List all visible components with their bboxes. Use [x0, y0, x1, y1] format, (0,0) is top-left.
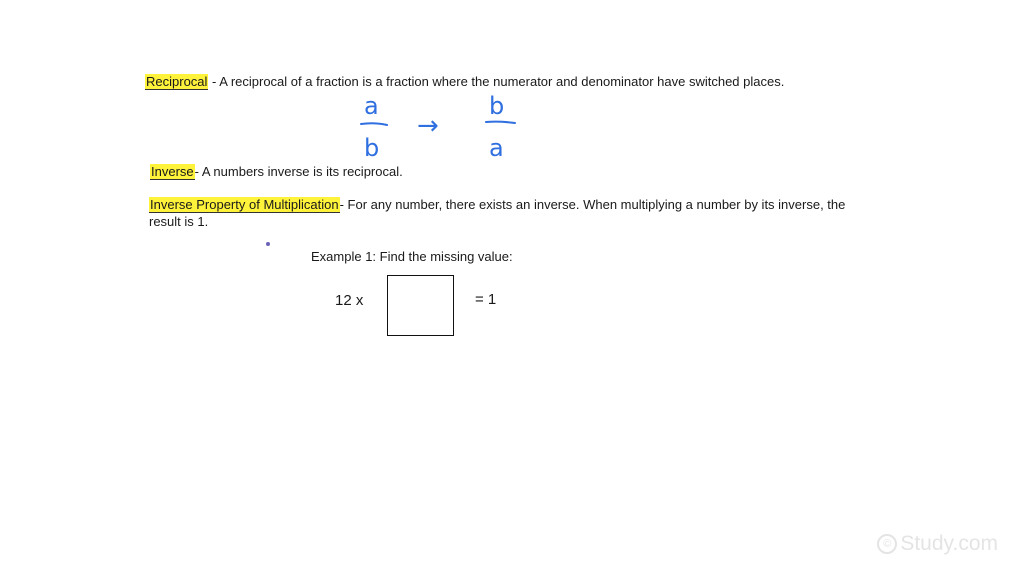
equation-left-side: 12 x — [335, 292, 364, 309]
right-fraction-bar — [486, 122, 515, 123]
inverse-text: - A numbers inverse is its reciprocal. — [194, 164, 403, 179]
watermark-text: Study.com — [900, 532, 998, 555]
left-fraction-bar — [361, 123, 387, 125]
inverse-property-term: Inverse Property of Multiplication — [150, 197, 339, 212]
inverse-definition — [150, 163, 403, 180]
handwritten-arrow: → — [417, 111, 439, 141]
handwritten-left-numerator: a — [364, 92, 379, 120]
missing-value-box[interactable] — [387, 275, 454, 336]
reciprocal-term: Reciprocal — [146, 74, 208, 89]
study-logo-icon: © — [877, 534, 897, 554]
handwritten-right-denominator: a — [489, 134, 504, 160]
study-watermark — [877, 532, 998, 556]
handwritten-left-denominator: b — [364, 134, 380, 160]
reciprocal-text: - A reciprocal of a fraction is a fraction where the numerator and denominator have switched places. — [208, 74, 785, 89]
pointer-dot — [266, 242, 270, 246]
inverse-property-text: - For any number, there exists an inverse. When multiplying a number by its inverse, the result is 1. — [149, 197, 846, 229]
inverse-term: Inverse — [151, 164, 194, 179]
reciprocal-definition — [145, 73, 784, 90]
handwritten-right-numerator: b — [489, 92, 505, 120]
handwritten-reciprocal-diagram — [355, 92, 530, 160]
equation-right-side: = 1 — [475, 291, 497, 308]
example-prompt: Example 1: Find the missing value: — [311, 249, 513, 264]
inverse-property-definition — [149, 196, 849, 230]
